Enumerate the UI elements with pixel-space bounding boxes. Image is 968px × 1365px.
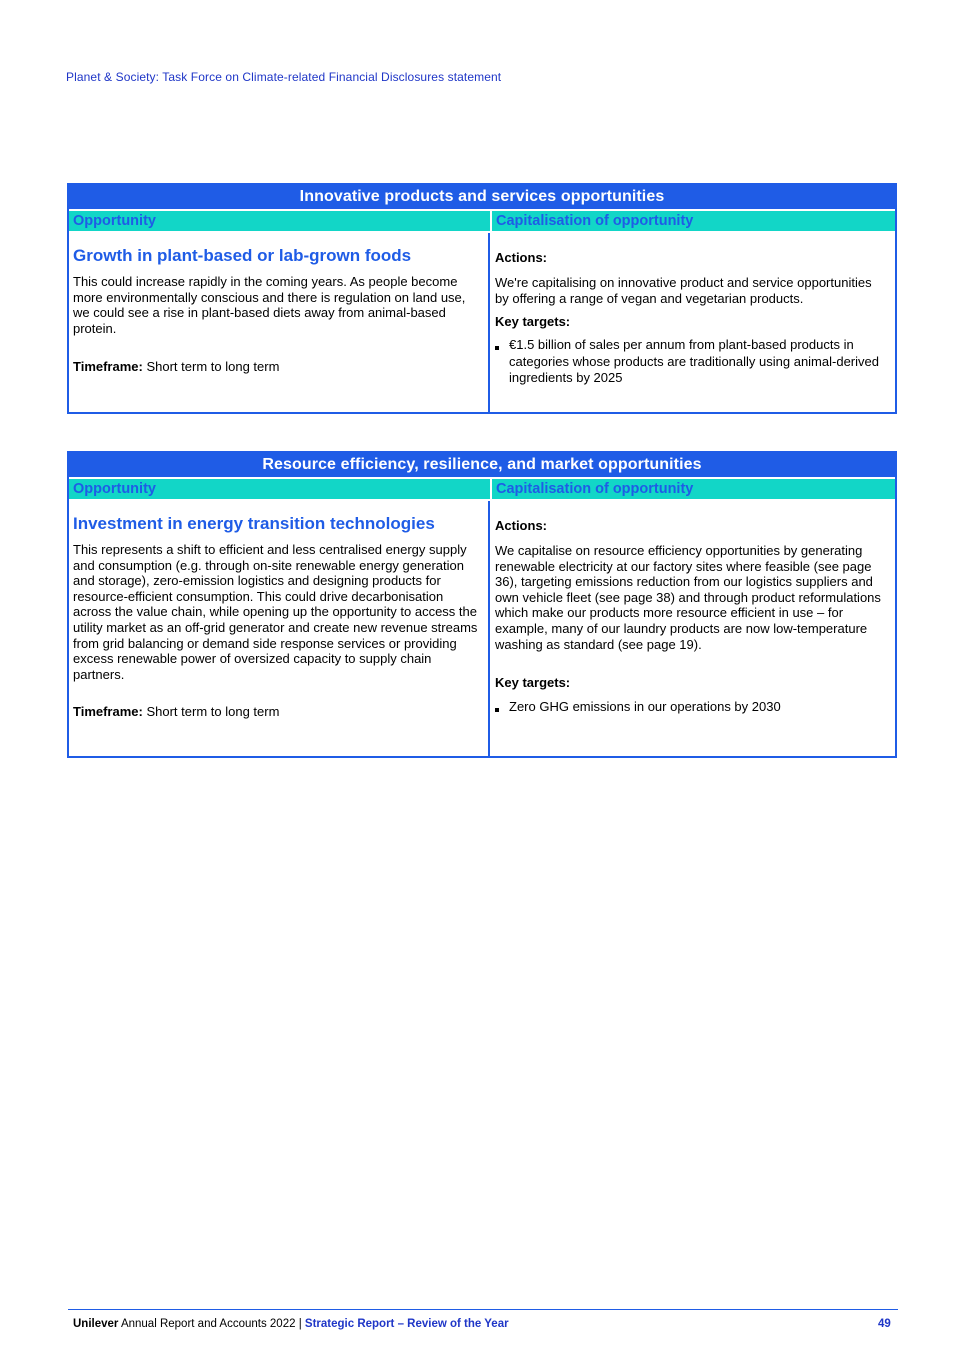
bullet-square-icon bbox=[495, 708, 499, 712]
target-item bbox=[495, 699, 887, 716]
opportunity-title: Investment in energy transition technologies bbox=[73, 514, 435, 533]
opportunity-cell bbox=[69, 233, 490, 412]
actions-text: We capitalise on resource efficiency opportunities by generating renewable electricity at our factory sites where feasible (see page 36), targeting emissions reduction from our logistics suppliers and own vehicle fleet (see page 38) and through product reformulations which make our products more resource efficient in use – for example, many of our laundry products are now low-temperature washing as standard (see page 19). bbox=[495, 543, 881, 652]
timeframe-value: Short term to long term bbox=[146, 359, 280, 375]
footer-brand: Unilever bbox=[73, 1318, 119, 1330]
timeframe-value: Short term to long term bbox=[146, 704, 280, 720]
target-text: €1.5 billion of sales per annum from plant-based products in categories whose products are traditionally using animal-derived ingredients by 2025 bbox=[509, 337, 879, 386]
footer bbox=[73, 1318, 509, 1330]
target-text: Zero GHG emissions in our operations by 2030 bbox=[509, 699, 781, 715]
table-body bbox=[69, 233, 895, 412]
actions-text: We're capitalising on innovative product and service opportunities by offering a range of vegan and vegetarian products. bbox=[495, 275, 872, 306]
capitalisation-cell bbox=[490, 501, 895, 756]
opportunity-description: This could increase rapidly in the coming years. As people become more environmentally conscious and there is regulation on land use, we could see a rise in plant-based diets away from animal-based protein. bbox=[73, 274, 466, 336]
opportunity-cell bbox=[69, 501, 490, 756]
key-targets-label: Key targets: bbox=[495, 675, 571, 691]
column-header-opportunity: Opportunity bbox=[69, 211, 490, 231]
opportunities-table-resource-efficiency bbox=[67, 451, 897, 758]
bullet-square-icon bbox=[495, 346, 499, 350]
actions-label: Actions: bbox=[495, 518, 547, 533]
column-header-capitalisation: Capitalisation of opportunity bbox=[490, 479, 895, 499]
footer-section-link[interactable]: Strategic Report – Review of the Year bbox=[304, 1318, 509, 1330]
footer-report: Annual Report and Accounts 2022 bbox=[120, 1318, 296, 1330]
table-subheader bbox=[69, 477, 895, 499]
target-item bbox=[495, 337, 887, 387]
table-body bbox=[69, 501, 895, 756]
column-header-opportunity: Opportunity bbox=[69, 479, 490, 499]
footer-separator: | bbox=[298, 1318, 302, 1330]
table-title: Resource efficiency, resilience, and market opportunities bbox=[69, 453, 895, 477]
running-header: Planet & Society: Task Force on Climate-related Financial Disclosures statement bbox=[66, 70, 502, 84]
timeframe-label: Timeframe: bbox=[73, 359, 143, 375]
timeframe bbox=[73, 359, 484, 375]
capitalisation-cell bbox=[490, 233, 895, 412]
actions-label: Actions: bbox=[495, 250, 547, 265]
footer-divider bbox=[68, 1309, 898, 1310]
table-title: Innovative products and services opportunities bbox=[69, 185, 895, 209]
opportunities-table-innovative-products bbox=[67, 183, 897, 414]
opportunity-title: Growth in plant-based or lab-grown foods bbox=[73, 246, 412, 265]
table-subheader bbox=[69, 209, 895, 231]
timeframe-label: Timeframe: bbox=[73, 704, 143, 720]
key-targets-label: Key targets: bbox=[495, 314, 571, 330]
page-number: 49 bbox=[878, 1318, 891, 1330]
timeframe bbox=[73, 704, 484, 720]
opportunity-description: This represents a shift to efficient and less centralised energy supply and consumption (e.g. through on-site renewable energy generation and storage), zero-emission logistics and designing products for resource-efficient consumption. This could drive decarbonisation across the value chain, while opening up the opportunity to access the utility market as an off-grid generator and create new revenue streams from grid balancing or demand side response services or providing excess renewable power of oversized capacity to supply chain partners. bbox=[73, 542, 478, 682]
column-header-capitalisation: Capitalisation of opportunity bbox=[490, 211, 895, 231]
